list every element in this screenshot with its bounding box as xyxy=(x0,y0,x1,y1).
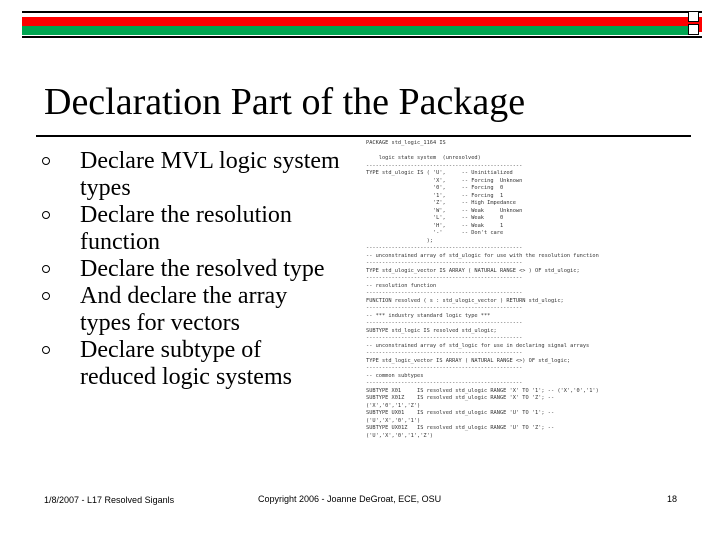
bullet-text: Declare the resolved type xyxy=(80,256,325,282)
bullet-text: Declare subtype of reduced logic systems xyxy=(80,337,292,390)
bullet-item xyxy=(40,337,340,391)
hollow-circle-bullet-icon xyxy=(42,265,50,273)
hollow-circle-bullet-icon xyxy=(42,346,50,354)
title-underline xyxy=(36,135,691,137)
bullet-text: Declare MVL logic system types xyxy=(80,148,340,201)
hollow-circle-bullet-icon xyxy=(42,211,50,219)
page-number: 18 xyxy=(667,494,678,504)
bullet-text: Declare the resolution function xyxy=(80,202,292,255)
vhdl-code-listing: PACKAGE std_logic_1164 IS logic state system (unresolved) ------------------------------------------------- TYPE std_ulogic IS ( 'U', -- Uninitialized 'X', -- Forcing Unknown '0', -- Forcing 0 '1', -- Forcing 1 'Z', -- High Impedance 'W', -- Weak Unknown 'L', -- Weak 0 'H', -- Weak 1 '-' -- Don't care ); ------------------------------------------------- -- unconstrained array of std_ulogic for use with the resolution function ------------------------------------------------- TYPE std_ulogic_vector IS ARRAY ( NATURAL RANGE <> ) OF std_ulogic; ------------------------------------------------- -- resolution function ------------------------------------------------- FUNCTION resolved ( s : std_ulogic_vector ) RETURN std_ulogic; ------------------------------------------------- -- *** industry standard logic type *** ------------------------------------------------- SUBTYPE std_logic IS resolved std_ulogic; ------------------------------------------------- -- unconstrained array of std_logic for use in declaring signal arrays ------------------------------------------------- TYPE std_logic_vector IS ARRAY ( NATURAL RANGE <>) OF std_logic; ------------------------------------------------- -- common subtypes ------------------------------------------------- SUBTYPE X01 IS resolved std_ulogic RANGE 'X' TO '1'; -- ('X','0','1') SUBTYPE X01Z IS resolved std_ulogic RANGE 'X' TO 'Z'; -- ('X','0','1','Z') SUBTYPE UX01 IS resolved std_ulogic RANGE 'U' TO '1'; -- ('U','X','0','1') SUBTYPE UX01Z IS resolved std_ulogic RANGE 'U' TO 'Z'; -- ('U','X','0','1','Z') xyxy=(366,140,599,439)
decorative-square-top xyxy=(688,11,699,22)
bullet-item xyxy=(40,202,340,256)
decorative-green-stripe xyxy=(22,26,689,35)
footer-date-course: 1/8/2007 - L17 Resolved Siganls xyxy=(44,495,175,505)
hollow-circle-bullet-icon xyxy=(42,292,50,300)
bullet-item xyxy=(40,283,340,337)
bullet-text: And declare the array types for vectors xyxy=(80,283,288,336)
hollow-circle-bullet-icon xyxy=(42,157,50,165)
bullet-item xyxy=(40,148,340,202)
decorative-square-bottom xyxy=(688,24,699,35)
bullet-list xyxy=(40,148,340,391)
footer-copyright: Copyright 2006 - Joanne DeGroat, ECE, OSU xyxy=(258,494,442,504)
bullet-item xyxy=(40,256,340,283)
slide-title: Declaration Part of the Package xyxy=(44,81,526,123)
